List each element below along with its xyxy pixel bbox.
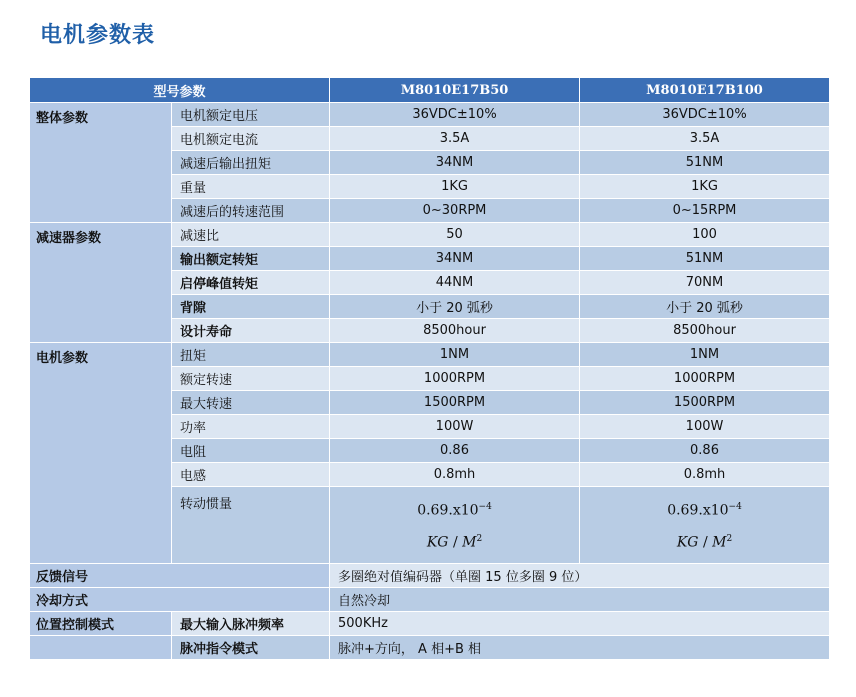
value-cell: 36VDC±10% <box>330 103 580 127</box>
param-cell: 输出额定转矩 <box>172 247 330 271</box>
value-cell: 0.8mh <box>580 463 830 487</box>
value-cell: 脉冲+方向， A 相+B 相 <box>330 636 830 660</box>
value-cell: 36VDC±10% <box>580 103 830 127</box>
inertia-value-cell <box>330 487 580 564</box>
value-cell: 500KHz <box>330 612 830 636</box>
value-cell: 8500hour <box>580 319 830 343</box>
table-header-row <box>30 78 830 103</box>
value-cell: 34NM <box>330 247 580 271</box>
inertia-unit-sep: / <box>702 534 708 551</box>
table-row <box>30 223 830 247</box>
value-cell: 小于 20 弧秒 <box>580 295 830 319</box>
value-cell: 0~30RPM <box>330 199 580 223</box>
value-cell: 100W <box>580 415 830 439</box>
value-cell: 51NM <box>580 247 830 271</box>
value-cell: 1500RPM <box>580 391 830 415</box>
header-param: 型号参数 <box>30 78 330 103</box>
inertia-exp: −4 <box>728 502 742 513</box>
inertia-unit-b: M <box>712 534 727 551</box>
inertia-unit-exp: 2 <box>476 534 483 544</box>
param-cell: 扭矩 <box>172 343 330 367</box>
inertia-value-cell <box>580 487 830 564</box>
inertia-unit-b: M <box>462 534 477 551</box>
group-label-overall: 整体参数 <box>30 103 172 223</box>
value-cell: 70NM <box>580 271 830 295</box>
value-cell: 0.86 <box>330 439 580 463</box>
value-cell: 51NM <box>580 151 830 175</box>
param-cell: 背隙 <box>172 295 330 319</box>
inertia-value: 0.69.x10 <box>417 503 479 519</box>
param-cell: 额定转速 <box>172 367 330 391</box>
param-cell: 启停峰值转矩 <box>172 271 330 295</box>
group-label-motor: 电机参数 <box>30 343 172 564</box>
cooling-value: 自然冷却 <box>330 588 830 612</box>
param-cell: 设计寿命 <box>172 319 330 343</box>
value-cell: 0.8mh <box>330 463 580 487</box>
table-row <box>30 343 830 367</box>
param-cell: 减速后的转速范围 <box>172 199 330 223</box>
inertia-value: 0.69.x10 <box>667 503 729 519</box>
position-label: 位置控制模式 <box>30 612 172 636</box>
inertia-unit-exp: 2 <box>726 534 733 544</box>
value-cell: 3.5A <box>330 127 580 151</box>
inertia-exp: −4 <box>478 502 492 513</box>
motor-spec-table <box>29 77 830 660</box>
param-cell: 减速比 <box>172 223 330 247</box>
value-cell: 34NM <box>330 151 580 175</box>
param-cell: 减速后输出扭矩 <box>172 151 330 175</box>
param-cell: 电机额定电流 <box>172 127 330 151</box>
table-row <box>30 588 830 612</box>
table-row <box>30 636 830 660</box>
value-cell: 小于 20 弧秒 <box>330 295 580 319</box>
param-cell: 重量 <box>172 175 330 199</box>
value-cell: 1000RPM <box>330 367 580 391</box>
inertia-unit-a: KG <box>676 534 699 551</box>
value-cell: 1KG <box>580 175 830 199</box>
value-cell: 0.86 <box>580 439 830 463</box>
value-cell: 1000RPM <box>580 367 830 391</box>
param-cell: 电机额定电压 <box>172 103 330 127</box>
value-cell: 100W <box>330 415 580 439</box>
value-cell: 3.5A <box>580 127 830 151</box>
inertia-unit-a: KG <box>426 534 449 551</box>
cooling-label: 冷却方式 <box>30 588 330 612</box>
value-cell: 1NM <box>580 343 830 367</box>
table-row <box>30 612 830 636</box>
param-cell: 最大输入脉冲频率 <box>172 612 330 636</box>
param-cell: 电感 <box>172 463 330 487</box>
position-label-empty <box>30 636 172 660</box>
group-label-reducer: 减速器参数 <box>30 223 172 343</box>
header-model-2: M8010E17B100 <box>580 78 830 103</box>
table-row <box>30 564 830 588</box>
value-cell: 0~15RPM <box>580 199 830 223</box>
value-cell: 8500hour <box>330 319 580 343</box>
value-cell: 44NM <box>330 271 580 295</box>
value-cell: 1NM <box>330 343 580 367</box>
header-model-1: M8010E17B50 <box>330 78 580 103</box>
feedback-value: 多圈绝对值编码器（单圈 15 位多圈 9 位） <box>330 564 830 588</box>
page-title: 电机参数表 <box>40 23 156 48</box>
value-cell: 1KG <box>330 175 580 199</box>
param-cell: 脉冲指令模式 <box>172 636 330 660</box>
value-cell: 100 <box>580 223 830 247</box>
table-row <box>30 103 830 127</box>
param-cell: 转动惯量 <box>172 487 330 564</box>
feedback-label: 反馈信号 <box>30 564 330 588</box>
param-cell: 功率 <box>172 415 330 439</box>
inertia-unit-sep: / <box>452 534 458 551</box>
param-cell: 电阻 <box>172 439 330 463</box>
param-cell: 最大转速 <box>172 391 330 415</box>
value-cell: 50 <box>330 223 580 247</box>
value-cell: 1500RPM <box>330 391 580 415</box>
